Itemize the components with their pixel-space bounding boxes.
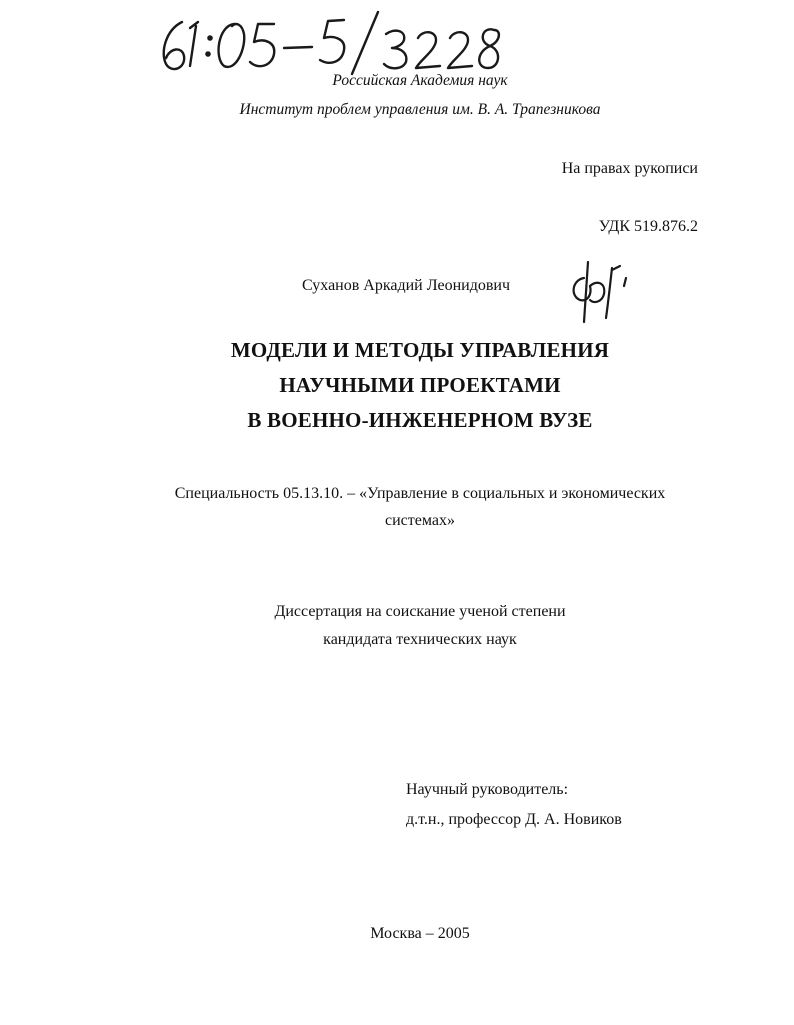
specialty [120,480,720,534]
title-line-1: МОДЕЛИ И МЕТОДЫ УПРАВЛЕНИЯ [230,338,610,362]
degree-statement [120,598,720,654]
specialty-line-1: Специальность 05.13.10. – «Управление в социальных и экономических [174,485,666,502]
city-year: Москва – 2005 [370,925,470,942]
udk-code: УДК 519.876.2 [598,218,698,235]
handwritten-archive-number [152,8,512,78]
title-line-3: В ВОЕННО-ИНЖЕНЕРНОМ ВУЗЕ [247,408,593,432]
institute-name: Институт проблем управления им. В. А. Трапезникова [239,101,601,118]
signature-drawing [562,256,642,326]
supervisor-block [406,775,622,835]
supervisor-name: д.т.н., профессор Д. А. Новиков [406,811,622,828]
academy-name: Российская Академия наук [332,72,508,89]
specialty-line-2: системах» [385,512,455,529]
author-name: Суханов Аркадий Леонидович [302,277,511,294]
handwritten-archive-number-drawing [152,8,512,78]
title-line-2: НАУЧНЫМИ ПРОЕКТАМИ [279,373,561,397]
dissertation-title [130,333,710,438]
supervisor-label: Научный руководитель: [406,781,569,798]
degree-line-2: кандидата технических наук [323,631,517,648]
degree-line-1: Диссертация на соискание ученой степени [274,603,566,620]
manuscript-rights-note: На правах рукописи [561,160,698,177]
author-signature [562,256,642,326]
